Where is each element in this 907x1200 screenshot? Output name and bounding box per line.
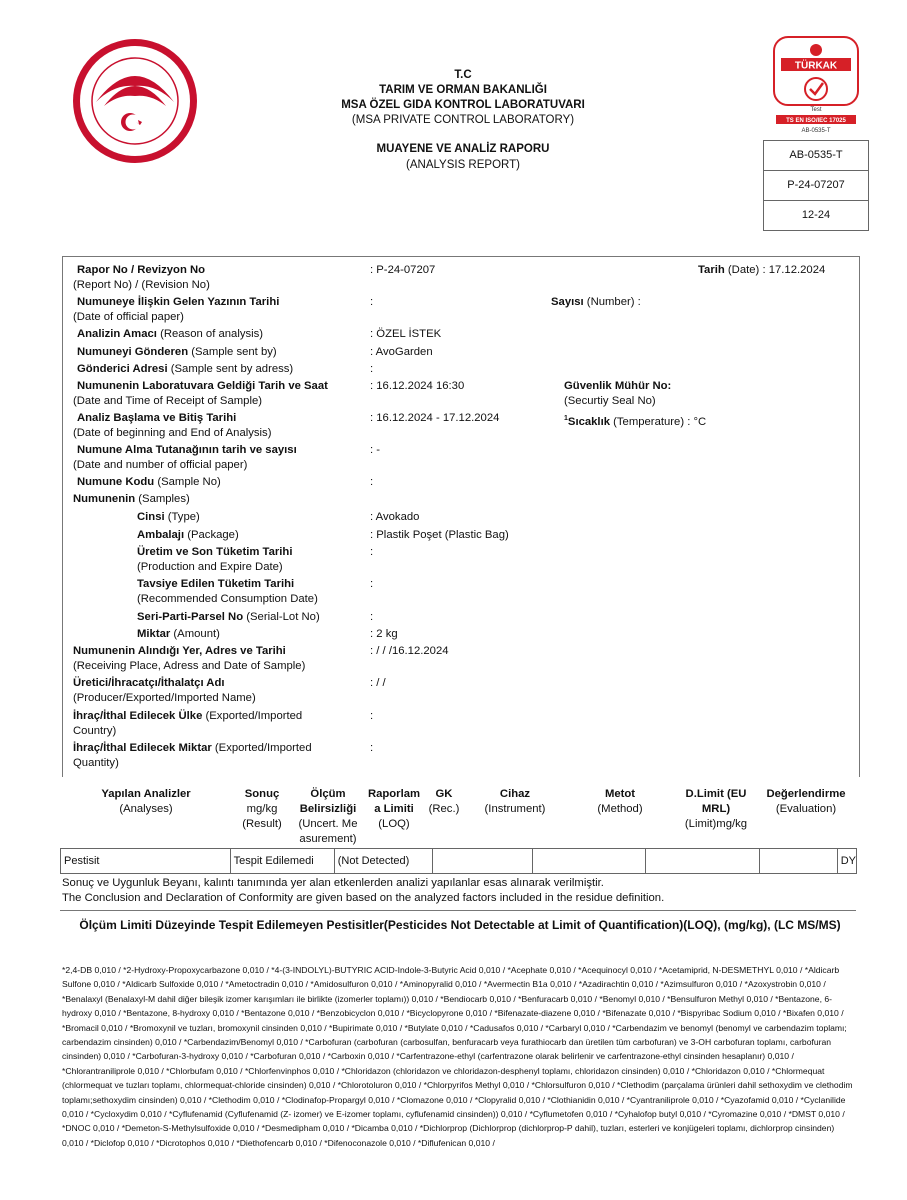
result-value: Tespit Edilemedi — [231, 849, 335, 873]
quantity-label: İhraç/İthal Edilecek Miktar — [73, 742, 212, 754]
header-method — [580, 787, 660, 817]
purpose-field — [77, 327, 263, 342]
quantity-en-2: Quantity) — [73, 757, 119, 769]
temperature-footnote: 1 — [564, 415, 568, 422]
sender-address-label: Gönderici Adresi — [77, 363, 168, 375]
receipt-en: (Date and Time of Receipt of Sample) — [73, 395, 262, 407]
analysis-dates-en: (Date of beginning and End of Analysis) — [73, 427, 272, 439]
type-en: (Type) — [164, 511, 200, 523]
date-field — [698, 263, 825, 278]
header-rec — [422, 787, 466, 817]
quantity-value: : — [370, 742, 374, 754]
result-evaluation: DY — [840, 855, 856, 867]
header-loq-l1: Raporlam — [367, 788, 421, 800]
package-value: : Plastik Poşet (Plastic Bag) — [370, 529, 509, 541]
header-loq-l3: (LOQ) — [378, 818, 410, 830]
turkak-brand: TÜRKAK — [794, 60, 838, 72]
header-result-l1: Sonuç — [244, 788, 280, 800]
lot-field — [137, 610, 320, 625]
date-value: (Date) : 17.12.2024 — [724, 264, 826, 276]
header-limit-l3: (Limit)mg/kg — [684, 818, 748, 830]
seal-label: Güvenlik Mühür No: — [564, 380, 672, 392]
official-paper-label: Numuneye İlişkin Gelen Yazının Tarihi — [77, 296, 280, 308]
date-label: Tarih — [698, 264, 725, 276]
package-en: (Package) — [184, 529, 239, 541]
country-label: İhraç/İthal Edilecek Ülke — [73, 710, 203, 722]
result-note: (Not Detected) — [335, 849, 433, 873]
code-report: P-24-07207 — [764, 171, 868, 201]
code-accreditation: AB-0535-T — [764, 141, 868, 171]
document-code-box — [763, 140, 869, 231]
header-limit — [676, 787, 756, 832]
turkak-standard: TS EN ISO/IEC 17025 — [786, 118, 846, 124]
producer-value: : / / — [370, 677, 386, 689]
number-field — [551, 295, 641, 310]
producer-en: (Producer/Exported/Imported Name) — [73, 692, 256, 704]
header-rec-l2: (Rec.) — [428, 803, 460, 815]
turkak-test: Test — [810, 107, 822, 113]
recommended-consumption-label: Tavsiye Edilen Tüketim Tarihi — [137, 578, 295, 590]
header-limit-l2: MRL) — [701, 803, 731, 815]
header-instrument — [470, 787, 560, 817]
sender-value: : AvoGarden — [370, 346, 433, 358]
country-value: : — [370, 710, 374, 722]
purpose-en: (Reason of analysis) — [156, 328, 264, 340]
country-field — [73, 709, 302, 724]
type-field — [137, 510, 200, 525]
result-empty — [646, 849, 760, 873]
official-record-label: Numune Alma Tutanağının tarih ve sayısı — [77, 444, 297, 456]
country-en: (Exported/Imported — [202, 710, 303, 722]
header-uncertainty-l1: Ölçüm — [310, 788, 346, 800]
amount-value: : 2 kg — [370, 628, 398, 640]
header-uncertainty-l3: (Uncert. Me — [298, 818, 358, 830]
purpose-label: Analizin Amacı — [77, 328, 157, 340]
production-label: Üretim ve Son Tüketim Tarihi — [137, 546, 293, 558]
report-no-field — [77, 263, 205, 278]
amount-en: (Amount) — [170, 628, 220, 640]
type-label: Cinsi — [137, 511, 165, 523]
sender-address-value: : — [370, 363, 374, 375]
header-uncertainty — [292, 787, 364, 847]
receiving-label: Numunenin Alındığı Yer, Adres ve Tarihi — [73, 645, 286, 657]
sample-code-field — [77, 475, 221, 490]
result-method — [533, 849, 646, 873]
type-value: : Avokado — [370, 511, 420, 523]
loq-title: Ölçüm Limiti Düzeyinde Tespit Edilemeyen Pestisitler(Pesticides Not Detectable at Limit of Quantification)(LOQ), (mg/kg), (LC MS/MS) — [79, 918, 841, 932]
analysis-dates-value: : 16.12.2024 - 17.12.2024 — [370, 412, 500, 424]
header-analyses-l1: Yapılan Analizler — [101, 788, 191, 800]
amount-field — [137, 627, 220, 642]
report-no-en: (Report No) / (Revision No) — [73, 279, 210, 291]
lot-value: : — [370, 611, 374, 623]
analysis-dates-label: Analiz Başlama ve Bitiş Tarihi — [77, 412, 237, 424]
official-record-value: : - — [370, 444, 381, 456]
temperature-field — [564, 411, 706, 430]
header-uncertainty-l4: asurement) — [299, 833, 357, 845]
sender-label: Numuneyi Gönderen — [77, 346, 189, 358]
country-en-2: Country) — [73, 725, 117, 737]
header-lab-en: (MSA PRIVATE CONTROL LABORATORY) — [351, 114, 575, 126]
header-method-l1: Metot — [604, 788, 636, 800]
lot-en: (Serial-Lot No) — [243, 611, 320, 623]
official-record-en: (Date and number of official paper) — [73, 459, 248, 471]
header-evaluation — [758, 787, 854, 817]
amount-label: Miktar — [137, 628, 171, 640]
samples-field — [73, 492, 190, 507]
recommended-consumption-value: : — [370, 578, 374, 590]
report-title-en: (ANALYSIS REPORT) — [406, 159, 520, 171]
header-result-l3: (Result) — [242, 818, 282, 830]
header-result — [232, 787, 292, 832]
producer-label: Üretici/İhracatçı/İthalatçı Adı — [73, 677, 225, 689]
conclusion — [62, 876, 862, 906]
code-period: 12-24 — [801, 209, 831, 221]
pesticide-list: *2,4-DB 0,010 / *2-Hydroxy-Propoxycarbazone 0,010 / *4-(3-INDOLYL)-BUTYRIC ACID-Indole-3-Butyric Acid 0,010 / *Acephate 0,010 / *Acequinocyl 0,010 / *Acetamiprid, N-DESMETHYL 0,010 / *Aldicarb Sulfone 0,010 / *Aldicarb Sulfoxide 0,010 / *Ametoctradin 0,010 / *Amidosulfuron 0,010 / *Aminopyralid 0,010 / *Avermectin B1a 0,010 / *Azadirachtin 0,010 / *Azimsulfuron 0,010 / *Azoxystrobin 0,010 / *Benalaxyl (Benalaxyl-M dahil diğer bileşik izomer karışımları ile birlikte (izomerler toplamı)) 0,010 / *Bendiocarb 0,010 / *Benfuracarb 0,010 / *Benomyl 0,010 / *Bensulfuron Methyl 0,010 / *Bentazone, 6-hydroxy 0,010 / *Bentazone, 8-hydroxy 0,010 / *Bentazone 0,010 / *Benzobicyclon 0,010 / *Bicyclopyrone 0,010 / *Bifenazate-diazene 0,010 / *Bifenazate 0,010 / *Bispyribac Sodium 0,010 / *Bixafen 0,010 / *Bromacil 0,010 / *Bromoxynil ve tuzları, bromoxynil cinsinden 0,010 / *Bupirimate 0,010 / *Butylate 0,010 / *Cadusafos 0,010 / *Carbaryl 0,010 / *Carbendazim ve benomyl (benomyl ve carbendazim toplamı; carbendazim cinsinden) 0,010 / *Carbendazim/Benomyl 0,010 / *Carbofuran (carbofuran (carbosulfan, benfuracarb veya furathiocarb dan üretilen tüm carbofuran) ve 3-OH carbofuran toplamı, carbofuran cinsinden) 0,010 / *Carbofuran-3-hydroxy 0,010 / *Carbofuran 0,010 / *Carboxin 0,010 / *Carfentrazone-ethyl (carfentrazone olarak belirlenir ve carfentrazone-ethyl cinsinden hesaplanır) 0,010 / *Chlorantraniliprole 0,010 / *Chlorbufam 0,010 / *Chlorfenvinphos 0,010 / *Chloridazon (chloridazon ve chloridazon-desphenyl toplamı, chloridazon cinsinden) 0,010 / *Chloridazon 0,010 / *Chlormequat (chlormequat ve tuzları toplamı, chlormequat-chloride cinsinden) 0,010 / *Chlorotoluron 0,010 / *Chlorpyrifos Methyl 0,010 / *Chlorsulfuron 0,010 / *Clethodim (parçalama ürünleri dahil sethoxydim ve clethodim toplamı;sethoxydim cinsinden) 0,010 / *Clethodim 0,010 / *Clodinafop-Propargyl 0,010 / *Clomazone 0,010 / *Clopyralid 0,010 / *Clothianidin 0,010 / *Cyantraniliprole 0,010 / *Cyazofamid 0,010 / *Cyclanilide 0,010 / *Cycloxydim 0,010 / *Cyflufenamid (Cyflufenamid (Z- izomer) ve E-izomer toplamı, cyflufenamid cinsinden)) 0,010 / *Cyflumetofen 0,010 / *Cyhalofop butyl 0,010 / *Cyromazine 0,010 / *DMST 0,010 / *DNOC 0,010 / *Demeton-S-Methylsulfoxide 0,010 / *Desmedipham 0,010 / *Dicamba 0,010 / *Dichlorprop (Dichlorprop (dichlorprop-P dahil), tuzları, esterleri ve konjügeleri toplamı, dichlorprop cinsinden) 0,010 / *Diclofop 0,010 / *Dicrotophos 0,010 / *Diethofencarb 0,010 / *Difenoconazole 0,010 / *Diflufenican 0,010 / — [62, 965, 853, 1148]
production-value: : — [370, 546, 374, 558]
sender-en: (Sample sent by) — [188, 346, 277, 358]
header-limit-l1: D.Limit (EU — [685, 788, 747, 800]
official-paper-value: : — [370, 296, 374, 308]
samples-label: Numunenin — [73, 493, 136, 505]
production-en: (Production and Expire Date) — [137, 561, 283, 573]
package-label: Ambalajı — [137, 529, 185, 541]
header-loq — [364, 787, 424, 832]
header-instrument-l1: Cihaz — [499, 788, 531, 800]
temperature-value: (Temperature) : °C — [610, 415, 707, 428]
receipt-value: : 16.12.2024 16:30 — [370, 380, 465, 392]
package-field — [137, 528, 239, 543]
sample-code-en: (Sample No) — [154, 476, 221, 488]
sender-address-en: (Sample sent by adress) — [167, 363, 294, 375]
quantity-en: (Exported/Imported — [211, 742, 312, 754]
number-en: (Number) : — [583, 296, 641, 308]
header-rec-l1: GK — [435, 788, 453, 800]
header-analyses — [86, 787, 206, 817]
result-analysis: Pestisit — [61, 849, 231, 873]
header-ministry: TARIM VE ORMAN BAKANLIĞI — [379, 84, 547, 96]
conclusion-en: The Conclusion and Declaration of Conformity are given based on the analyzed factors included in the residue definition. — [62, 892, 665, 904]
header-uncertainty-l2: Belirsizliği — [299, 803, 357, 815]
result-limit — [760, 849, 837, 873]
conclusion-tr: Sonuç ve Uygunluk Beyanı, kalıntı tanımında yer alan etkenlerden analizi yapılanlar esas alınarak verilmiştir. — [62, 877, 604, 889]
turkak-accreditation-logo — [773, 36, 859, 136]
header-evaluation-l2: (Evaluation) — [775, 803, 837, 815]
receiving-en: (Receiving Place, Adress and Date of Sample) — [73, 660, 306, 672]
temperature-label: Sıcaklık — [567, 415, 610, 428]
section-divider — [60, 910, 856, 911]
quantity-field — [73, 741, 312, 756]
turkak-code: AB-0535-T — [801, 128, 831, 134]
purpose-value: : ÖZEL İSTEK — [370, 328, 442, 340]
recommended-consumption-en: (Recommended Consumption Date) — [137, 593, 318, 605]
report-title-block — [308, 141, 618, 173]
ministry-seal-logo — [66, 36, 204, 166]
lot-label: Seri-Parti-Parsel No — [137, 611, 244, 623]
header-loq-l2: a Limiti — [374, 803, 414, 815]
receipt-label: Numunenin Laboratuvara Geldiği Tarih ve Saat — [77, 380, 328, 392]
header-lab: MSA ÖZEL GIDA KONTROL LABORATUVARI — [341, 99, 585, 111]
number-label: Sayısı — [551, 296, 584, 308]
header-tc: T.C — [454, 69, 472, 81]
sender-field — [77, 345, 277, 360]
report-no-value: : P-24-07207 — [370, 264, 436, 276]
result-instrument — [433, 849, 533, 873]
receiving-value: : / / /16.12.2024 — [370, 645, 449, 657]
header-analyses-l2: (Analyses) — [119, 803, 173, 815]
header-result-l2: mg/kg — [246, 803, 278, 815]
header-method-l2: (Method) — [597, 803, 643, 815]
sender-address-field — [77, 362, 293, 377]
sample-code-value: : — [370, 476, 374, 488]
report-no-label: Rapor No / Revizyon No — [77, 264, 206, 276]
official-paper-en: (Date of official paper) — [73, 311, 184, 323]
header-instrument-l2: (Instrument) — [484, 803, 546, 815]
seal-en: (Securtiy Seal No) — [564, 395, 656, 407]
header-evaluation-l1: Değerlendirme — [766, 788, 846, 800]
institution-header — [308, 68, 618, 128]
report-title: MUAYENE VE ANALİZ RAPORU — [376, 143, 550, 155]
sample-code-label: Numune Kodu — [77, 476, 155, 488]
samples-en: (Samples) — [135, 493, 190, 505]
result-row — [60, 848, 857, 874]
